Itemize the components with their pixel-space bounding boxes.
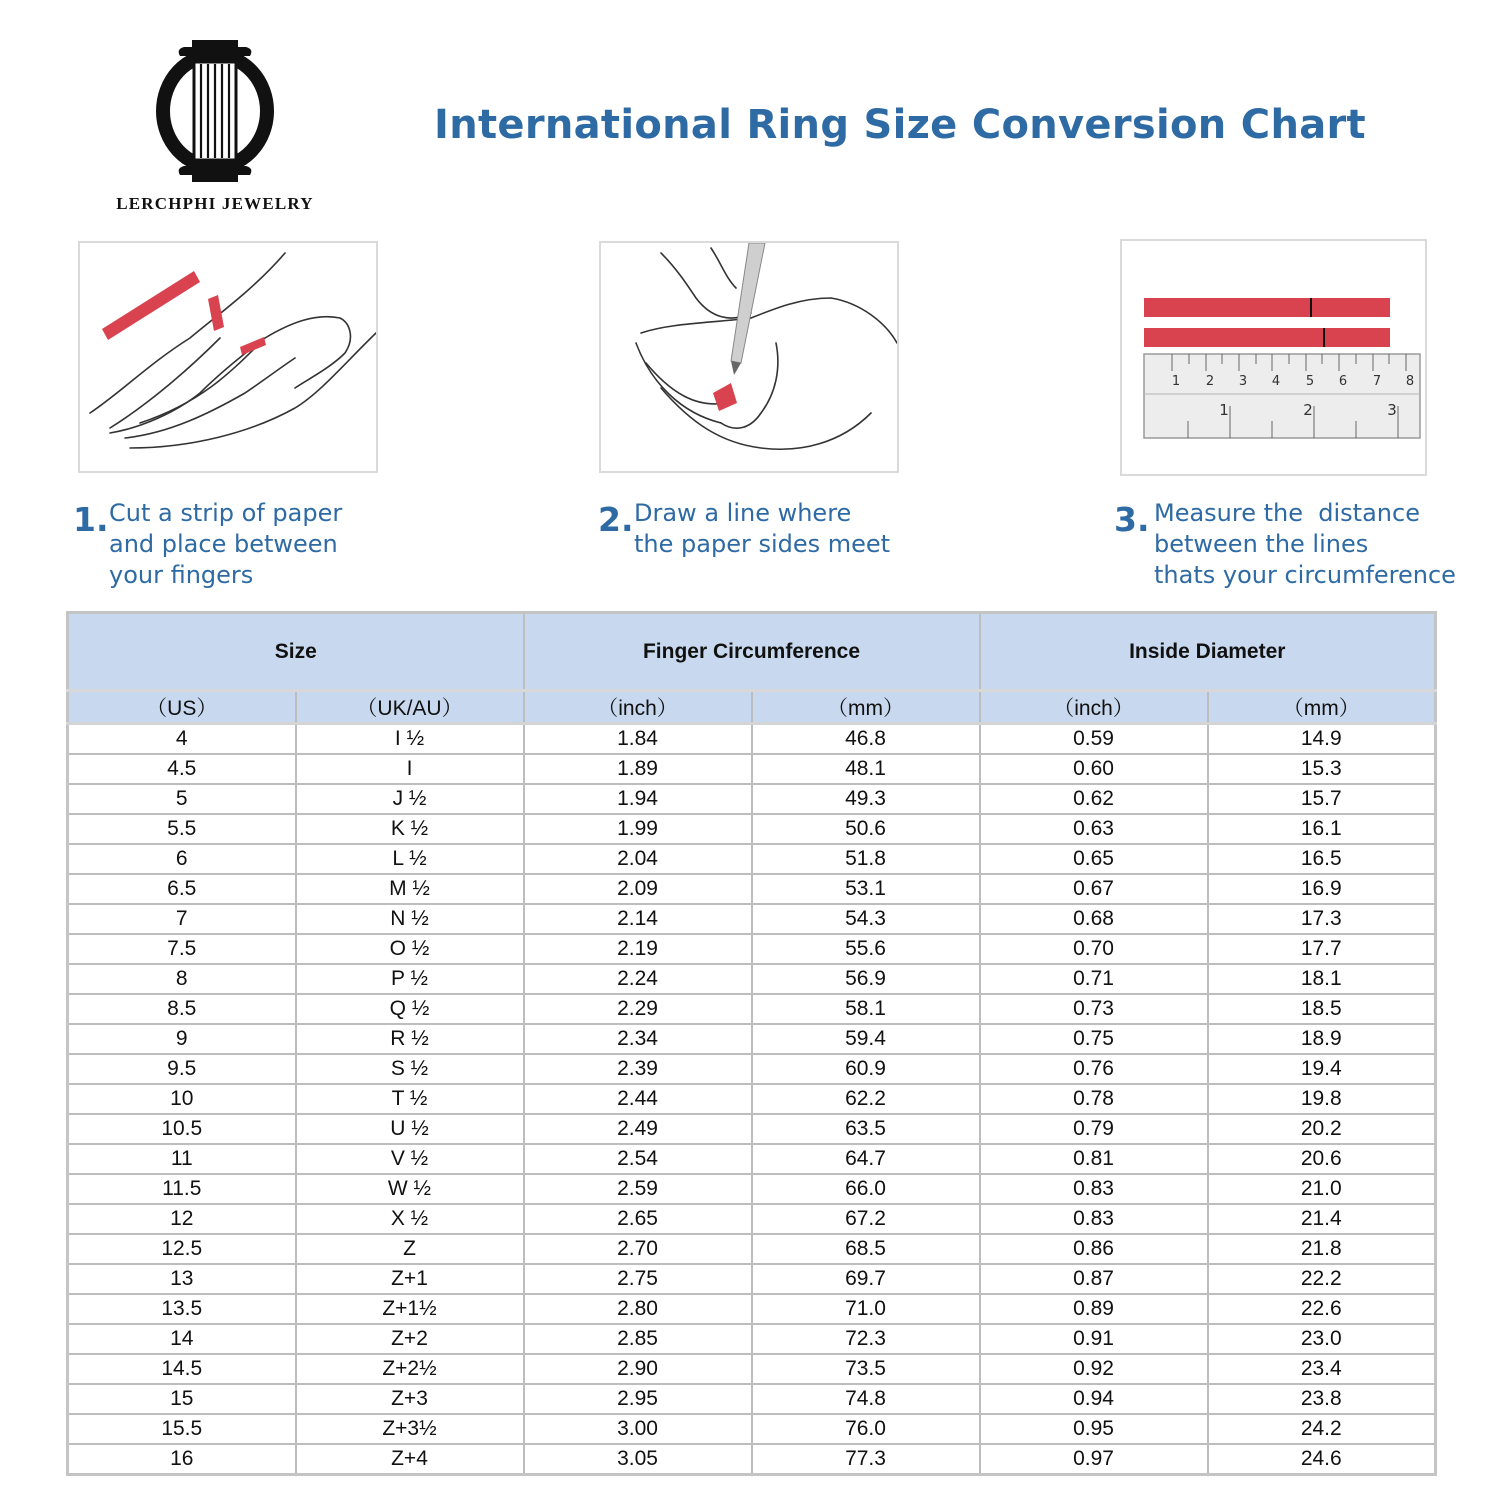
cell-uk-au-size: O ½ — [296, 934, 524, 964]
table-row — [68, 754, 1436, 784]
ruler-cm-label: 5 — [1305, 374, 1315, 389]
step-text: Cut a strip of paper and place between your fingers — [109, 499, 343, 589]
cell-diameter-mm: 21.4 — [1208, 1204, 1436, 1234]
cell-circumference-mm: 63.5 — [752, 1114, 980, 1144]
cell-us-size: 8.5 — [68, 994, 296, 1024]
table-row — [68, 724, 1436, 755]
cell-us-size: 6 — [68, 844, 296, 874]
unit-header-circumference-mm: （mm） — [752, 691, 980, 724]
cell-uk-au-size: Z — [296, 1234, 524, 1264]
cell-diameter-mm: 23.0 — [1208, 1324, 1436, 1354]
cell-diameter-mm: 17.7 — [1208, 934, 1436, 964]
cell-us-size: 15.5 — [68, 1414, 296, 1444]
table-unit-header — [68, 691, 1436, 724]
cell-diameter-mm: 19.4 — [1208, 1054, 1436, 1084]
cell-uk-au-size: V ½ — [296, 1144, 524, 1174]
step-3-illustration — [1120, 239, 1427, 476]
step-text: Measure the distance between the lines thats your circumference — [1154, 499, 1456, 589]
cell-us-size: 11 — [68, 1144, 296, 1174]
cell-diameter-mm: 15.7 — [1208, 784, 1436, 814]
cell-diameter-mm: 18.9 — [1208, 1024, 1436, 1054]
cell-circumference-inch: 2.75 — [524, 1264, 752, 1294]
table-row — [68, 1324, 1436, 1354]
cell-circumference-inch: 1.94 — [524, 784, 752, 814]
cell-us-size: 14 — [68, 1324, 296, 1354]
group-header-size: Size — [68, 613, 524, 691]
cell-diameter-inch: 0.62 — [980, 784, 1208, 814]
cell-diameter-inch: 0.92 — [980, 1354, 1208, 1384]
ruler-cm-label: 8 — [1405, 374, 1415, 389]
cell-diameter-inch: 0.95 — [980, 1414, 1208, 1444]
cell-us-size: 12.5 — [68, 1234, 296, 1264]
ruler-cm-label: 6 — [1338, 374, 1348, 389]
ruler-inch-label: 3 — [1387, 401, 1397, 419]
cell-circumference-mm: 64.7 — [752, 1144, 980, 1174]
step-text: Draw a line where the paper sides meet — [634, 499, 891, 558]
cell-circumference-mm: 73.5 — [752, 1354, 980, 1384]
step-number: 2. — [598, 500, 634, 539]
table-row — [68, 1054, 1436, 1084]
cell-uk-au-size: I ½ — [296, 724, 524, 755]
cell-circumference-inch: 2.29 — [524, 994, 752, 1024]
cell-circumference-mm: 74.8 — [752, 1384, 980, 1414]
cell-diameter-mm: 16.9 — [1208, 874, 1436, 904]
cell-diameter-inch: 0.94 — [980, 1384, 1208, 1414]
ruler-inch-label: 1 — [1219, 401, 1229, 419]
cell-us-size: 13 — [68, 1264, 296, 1294]
cell-uk-au-size: J ½ — [296, 784, 524, 814]
cell-diameter-mm: 15.3 — [1208, 754, 1436, 784]
cell-circumference-mm: 51.8 — [752, 844, 980, 874]
cell-uk-au-size: R ½ — [296, 1024, 524, 1054]
cell-circumference-mm: 66.0 — [752, 1174, 980, 1204]
table-row — [68, 1264, 1436, 1294]
cell-diameter-mm: 18.5 — [1208, 994, 1436, 1024]
step-1-illustration — [78, 241, 378, 473]
cell-circumference-mm: 71.0 — [752, 1294, 980, 1324]
group-header-inside-diameter: Inside Diameter — [980, 613, 1436, 691]
brand-name: LERCHPHI JEWELRY — [116, 194, 314, 213]
cell-diameter-mm: 22.6 — [1208, 1294, 1436, 1324]
table-row — [68, 1234, 1436, 1264]
cell-us-size: 11.5 — [68, 1174, 296, 1204]
cell-circumference-inch: 1.89 — [524, 754, 752, 784]
cell-us-size: 7 — [68, 904, 296, 934]
step-number: 3. — [1114, 500, 1150, 539]
cell-us-size: 6.5 — [68, 874, 296, 904]
cell-uk-au-size: Z+1 — [296, 1264, 524, 1294]
cell-diameter-mm: 24.6 — [1208, 1444, 1436, 1475]
cell-circumference-mm: 77.3 — [752, 1444, 980, 1475]
cell-circumference-inch: 2.34 — [524, 1024, 752, 1054]
cell-uk-au-size: L ½ — [296, 844, 524, 874]
cell-circumference-mm: 54.3 — [752, 904, 980, 934]
cell-diameter-mm: 20.2 — [1208, 1114, 1436, 1144]
cell-circumference-mm: 53.1 — [752, 874, 980, 904]
brand-logo — [100, 36, 330, 226]
cell-diameter-mm: 24.2 — [1208, 1414, 1436, 1444]
cell-circumference-inch: 2.44 — [524, 1084, 752, 1114]
cell-us-size: 4.5 — [68, 754, 296, 784]
cell-diameter-mm: 18.1 — [1208, 964, 1436, 994]
cell-circumference-mm: 68.5 — [752, 1234, 980, 1264]
group-header-finger-circumference: Finger Circumference — [524, 613, 980, 691]
table-row — [68, 1414, 1436, 1444]
cell-diameter-mm: 17.3 — [1208, 904, 1436, 934]
cell-uk-au-size: K ½ — [296, 814, 524, 844]
table-row — [68, 1114, 1436, 1144]
ruler-inch-label: 2 — [1303, 401, 1313, 419]
ruler-cm-label: 3 — [1238, 374, 1248, 389]
ruler-cm-label: 2 — [1205, 374, 1215, 389]
cell-us-size: 7.5 — [68, 934, 296, 964]
cell-circumference-inch: 2.80 — [524, 1294, 752, 1324]
cell-diameter-inch: 0.73 — [980, 994, 1208, 1024]
cell-diameter-inch: 0.87 — [980, 1264, 1208, 1294]
paper-strips-and-ruler-icon — [1122, 241, 1425, 474]
cell-diameter-inch: 0.68 — [980, 904, 1208, 934]
cell-circumference-inch: 1.84 — [524, 724, 752, 755]
cell-diameter-inch: 0.63 — [980, 814, 1208, 844]
cell-diameter-mm: 22.2 — [1208, 1264, 1436, 1294]
cell-diameter-inch: 0.97 — [980, 1444, 1208, 1475]
cell-us-size: 9.5 — [68, 1054, 296, 1084]
cell-diameter-inch: 0.79 — [980, 1114, 1208, 1144]
cell-circumference-inch: 1.99 — [524, 814, 752, 844]
cell-diameter-mm: 16.5 — [1208, 844, 1436, 874]
cell-diameter-mm: 14.9 — [1208, 724, 1436, 755]
cell-diameter-mm: 23.4 — [1208, 1354, 1436, 1384]
cell-uk-au-size: S ½ — [296, 1054, 524, 1084]
cell-circumference-inch: 3.00 — [524, 1414, 752, 1444]
cell-diameter-inch: 0.91 — [980, 1324, 1208, 1354]
cell-circumference-mm: 56.9 — [752, 964, 980, 994]
cell-circumference-mm: 69.7 — [752, 1264, 980, 1294]
ruler-cm-label: 1 — [1171, 374, 1181, 389]
cell-diameter-mm: 16.1 — [1208, 814, 1436, 844]
cell-circumference-inch: 2.09 — [524, 874, 752, 904]
cell-diameter-inch: 0.71 — [980, 964, 1208, 994]
cell-diameter-inch: 0.83 — [980, 1204, 1208, 1234]
cell-circumference-inch: 2.70 — [524, 1234, 752, 1264]
cell-us-size: 16 — [68, 1444, 296, 1475]
unit-header-us: （US） — [68, 691, 296, 724]
cell-circumference-mm: 60.9 — [752, 1054, 980, 1084]
cell-uk-au-size: I — [296, 754, 524, 784]
cell-circumference-inch: 2.95 — [524, 1384, 752, 1414]
cell-uk-au-size: X ½ — [296, 1204, 524, 1234]
cell-uk-au-size: M ½ — [296, 874, 524, 904]
ruler-cm-label: 7 — [1372, 374, 1382, 389]
cell-circumference-mm: 59.4 — [752, 1024, 980, 1054]
cell-uk-au-size: T ½ — [296, 1084, 524, 1114]
cell-circumference-mm: 46.8 — [752, 724, 980, 755]
step-2-illustration — [599, 241, 899, 473]
table-row — [68, 1294, 1436, 1324]
cell-circumference-inch: 2.49 — [524, 1114, 752, 1144]
cell-uk-au-size: Z+2½ — [296, 1354, 524, 1384]
table-row — [68, 1384, 1436, 1414]
cell-diameter-inch: 0.78 — [980, 1084, 1208, 1114]
unit-header-uk-au: （UK/AU） — [296, 691, 524, 724]
cell-circumference-inch: 2.39 — [524, 1054, 752, 1084]
cell-circumference-mm: 48.1 — [752, 754, 980, 784]
hand-with-paper-strip-icon — [80, 243, 376, 471]
column-omega-logo-icon — [154, 36, 276, 186]
cell-circumference-mm: 49.3 — [752, 784, 980, 814]
table-row — [68, 994, 1436, 1024]
table-row — [68, 934, 1436, 964]
cell-circumference-inch: 2.85 — [524, 1324, 752, 1354]
cell-us-size: 5.5 — [68, 814, 296, 844]
cell-diameter-inch: 0.59 — [980, 724, 1208, 755]
cell-uk-au-size: Q ½ — [296, 994, 524, 1024]
cell-uk-au-size: Z+3 — [296, 1384, 524, 1414]
cell-circumference-mm: 67.2 — [752, 1204, 980, 1234]
cell-us-size: 10 — [68, 1084, 296, 1114]
table-row — [68, 904, 1436, 934]
cell-circumference-inch: 2.04 — [524, 844, 752, 874]
unit-header-circumference-inch: （inch） — [524, 691, 752, 724]
ruler-cm-label: 4 — [1271, 374, 1281, 389]
table-group-header — [68, 613, 1436, 691]
table-row — [68, 784, 1436, 814]
cell-uk-au-size: Z+3½ — [296, 1414, 524, 1444]
cell-circumference-inch: 2.90 — [524, 1354, 752, 1384]
cell-diameter-mm: 21.0 — [1208, 1174, 1436, 1204]
cell-circumference-inch: 2.54 — [524, 1144, 752, 1174]
table-row — [68, 964, 1436, 994]
cell-uk-au-size: W ½ — [296, 1174, 524, 1204]
cell-circumference-inch: 3.05 — [524, 1444, 752, 1475]
cell-us-size: 13.5 — [68, 1294, 296, 1324]
cell-diameter-inch: 0.67 — [980, 874, 1208, 904]
cell-uk-au-size: Z+2 — [296, 1324, 524, 1354]
cell-circumference-inch: 2.14 — [524, 904, 752, 934]
cell-circumference-mm: 62.2 — [752, 1084, 980, 1114]
cell-circumference-inch: 2.59 — [524, 1174, 752, 1204]
table-row — [68, 1444, 1436, 1475]
cell-diameter-inch: 0.89 — [980, 1294, 1208, 1324]
cell-circumference-mm: 50.6 — [752, 814, 980, 844]
cell-circumference-mm: 76.0 — [752, 1414, 980, 1444]
table-row — [68, 1354, 1436, 1384]
cell-circumference-mm: 58.1 — [752, 994, 980, 1024]
cell-diameter-inch: 0.83 — [980, 1174, 1208, 1204]
cell-diameter-inch: 0.81 — [980, 1144, 1208, 1174]
cell-circumference-mm: 55.6 — [752, 934, 980, 964]
cell-uk-au-size: U ½ — [296, 1114, 524, 1144]
cell-diameter-inch: 0.60 — [980, 754, 1208, 784]
cell-uk-au-size: N ½ — [296, 904, 524, 934]
table-row — [68, 1174, 1436, 1204]
cell-diameter-mm: 19.8 — [1208, 1084, 1436, 1114]
cell-uk-au-size: Z+4 — [296, 1444, 524, 1475]
cell-us-size: 9 — [68, 1024, 296, 1054]
cell-us-size: 15 — [68, 1384, 296, 1414]
table-row — [68, 1204, 1436, 1234]
cell-us-size: 14.5 — [68, 1354, 296, 1384]
cell-diameter-inch: 0.75 — [980, 1024, 1208, 1054]
ring-size-table — [66, 611, 1437, 1476]
cell-us-size: 5 — [68, 784, 296, 814]
unit-header-diameter-inch: （inch） — [980, 691, 1208, 724]
cell-diameter-mm: 20.6 — [1208, 1144, 1436, 1174]
table-row — [68, 844, 1436, 874]
table-body — [68, 724, 1436, 1475]
cell-diameter-mm: 23.8 — [1208, 1384, 1436, 1414]
step-number: 1. — [73, 500, 109, 539]
cell-us-size: 4 — [68, 724, 296, 755]
cell-uk-au-size: Z+1½ — [296, 1294, 524, 1324]
unit-header-diameter-mm: （mm） — [1208, 691, 1436, 724]
cell-circumference-inch: 2.19 — [524, 934, 752, 964]
cell-diameter-inch: 0.70 — [980, 934, 1208, 964]
page-title: International Ring Size Conversion Chart — [434, 102, 1366, 148]
table-row — [68, 814, 1436, 844]
cell-circumference-mm: 72.3 — [752, 1324, 980, 1354]
table-row — [68, 1144, 1436, 1174]
cell-uk-au-size: P ½ — [296, 964, 524, 994]
cell-diameter-inch: 0.76 — [980, 1054, 1208, 1084]
cell-us-size: 12 — [68, 1204, 296, 1234]
cell-diameter-inch: 0.65 — [980, 844, 1208, 874]
table-row — [68, 1024, 1436, 1054]
cell-diameter-inch: 0.86 — [980, 1234, 1208, 1264]
cell-circumference-inch: 2.24 — [524, 964, 752, 994]
cell-us-size: 10.5 — [68, 1114, 296, 1144]
cell-diameter-mm: 21.8 — [1208, 1234, 1436, 1264]
cell-circumference-inch: 2.65 — [524, 1204, 752, 1234]
table-row — [68, 874, 1436, 904]
hand-with-pencil-icon — [601, 243, 897, 471]
table-row — [68, 1084, 1436, 1114]
cell-us-size: 8 — [68, 964, 296, 994]
